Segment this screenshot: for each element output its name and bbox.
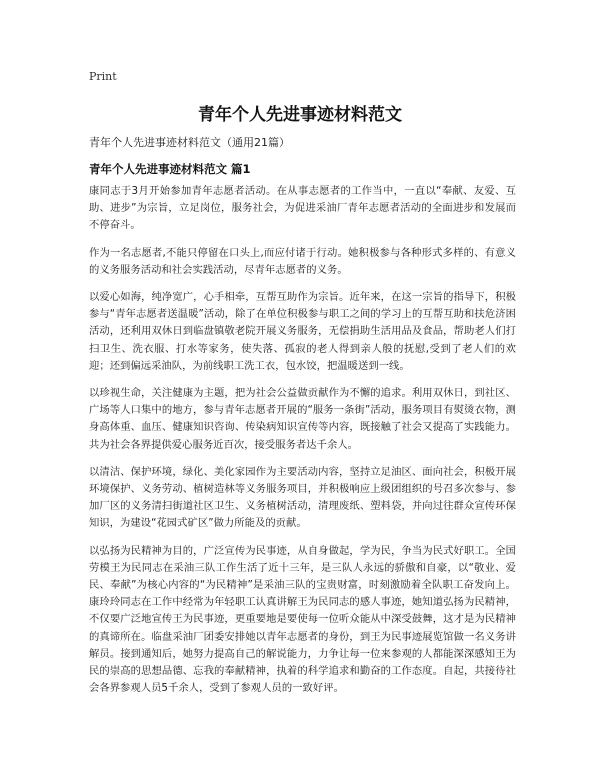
document-title: 青年个人先进事迹材料范文 [198, 105, 402, 125]
paragraph: 以清洁、保护环境，绿化、美化家园作为主要活动内容，坚持立足油区、面向社会，积极开展环境保护、义务劳动、植树造林等义务服务项目，并积极响应上级团组织的号召多次参与、参加厂区的义务清扫街道社区卫生、义务植树活动，清理废纸、塑料袋，并向过往群众宣传环保知识，为建设“花园式矿区”做力所能及的贡献。 [89, 465, 516, 530]
paragraph: 以弘扬为民精神为目的，广泛宣传为民事迹，从自身做起，学为民，争当为民式好职工。全国劳模王为民同志在采油三队工作生活了近十三年，是三队人永远的骄傲和自豪，以“敬业、爱民、奉献”为核心内容的“为民精神”是采油三队的宝贵财富，时刻激励着全队职工奋发向上。康玲玲同志在工作中经常为年轻职工认真讲解王为民同志的感人事迹，她知道弘扬为民精神，不仅要广泛地宣传王为民事迹，更重要地是要使每一位听众能从中深受鼓舞，这才是为民精神的真谛所在。临盘采油厂团委安排她以青年志愿者的身份，到王为民事迹展览馆做一名义务讲解员。接到通知后，她努力提高自己的解说能力，力争让每一位来参观的人都能深深感知王为民的崇高的思想品德、忘我的奉献精神，执着的科学追求和勤奋的工作态度。自起，共接待社会各界参观人员5千余人，受到了参观人员的一致好评。 [89, 544, 516, 695]
paragraph: 以珍视生命，关注健康为主题，把为社会公益做贡献作为不懈的追求。利用双休日，到社区、广场等人口集中的地方，参与青年志愿者开展的“服务一条街”活动，服务项目有熨烫衣物，测身高体重、血压、健康知识咨询、传染病知识宣传等内容，既接触了社会又提高了实践能力。共为社会各界提供爱心服务近百次，接受服务者达千余人。 [89, 387, 516, 451]
paragraph: 康同志于3月开始参加青年志愿者活动。在从事志愿者的工作当中，一直以“奉献、友爱、互助、进步”为宗旨，立足岗位，服务社会，为促进采油厂青年志愿者活动的全面进步和发展而不停奋斗。 [89, 185, 516, 232]
paragraph: 以爱心如海，纯净宽广，心手相牵，互帮互助作为宗旨。近年来，在这一宗旨的指导下，积极参与“青年志愿者送温暖”活动，除了在单位积极参与职工之间的学习上的互帮互助和扶危济困活动，还利用双休日到临盘镇敬老院开展义务服务，无偿捐助生活用品及食品，帮助老人们打扫卫生、洗衣服、打水等家务，使失落、孤寂的老人得到亲人般的抚慰,受到了老人们的欢迎；还到偏远采油队，为前线职工洗工衣，包水饺，把温暖送到一线。 [89, 291, 516, 372]
print-link[interactable]: Print [89, 70, 117, 83]
article-body [89, 183, 516, 707]
section-heading: 青年个人先进事迹材料范文 篇1 [89, 162, 251, 176]
document-subtitle: 青年个人先进事迹材料范文（通用21篇） [89, 136, 290, 149]
paragraph: 作为一名志愿者,不能只停留在口头上,而应付诸于行动。她积极参与各种形式多样的、有意义的义务服务活动和社会实践活动，尽青年志愿者的义务。 [89, 246, 516, 276]
